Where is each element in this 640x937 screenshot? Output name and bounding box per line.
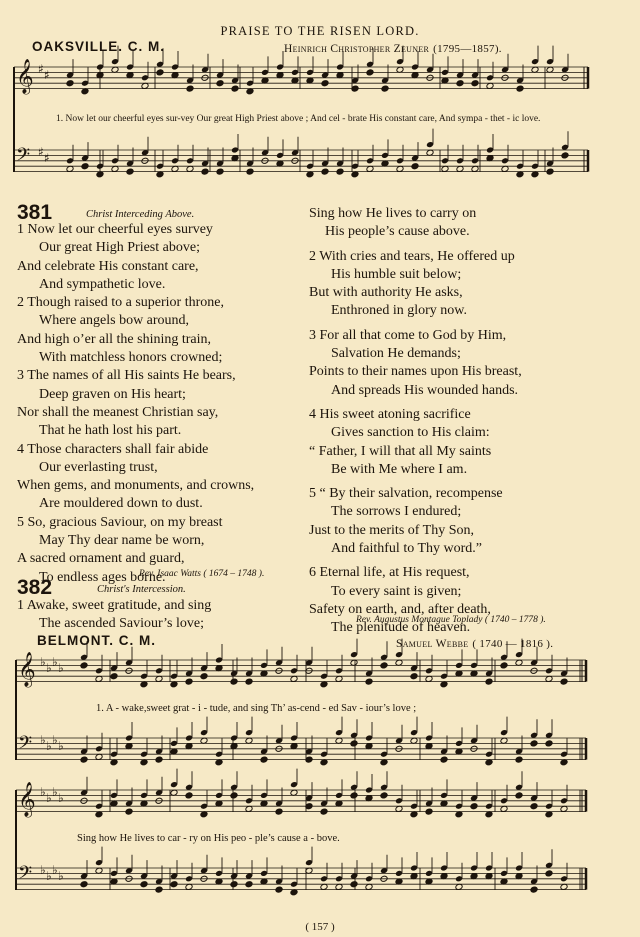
treble-clef-icon: 𝄞 [18,782,36,817]
tune2-composer-block [396,634,553,652]
note-head [185,792,193,799]
note-head [410,673,418,680]
stanza-line: Salvation He demands; [331,346,461,362]
note-head [140,881,148,888]
stanza-line: And spreads His wounded hands. [331,382,519,398]
note-head [110,673,118,680]
key-signature-icon: ♯ [38,62,44,76]
bass-clef-icon: 𝄢 [18,863,33,888]
stanza-line: With matchless honors crowned; [39,350,223,366]
hymn382-attribution: Rev. Augustus Montague Toplady ( 1740 – 1778 ). [356,615,546,625]
page-number: ( 157 ) [305,921,335,933]
stanza-line: But with authority He asks, [309,285,463,301]
page-header: PRAISE TO THE RISEN LORD. [220,24,420,38]
note-head [515,756,523,763]
note-head [530,803,538,810]
note-head [350,881,358,888]
note-head [201,168,209,175]
note-head [350,792,358,799]
note-head [530,886,538,893]
note-head [66,80,74,87]
stanza-line: To endless ages borne. [39,569,166,585]
note-head [561,152,569,159]
key-signature-icon: ♭ [46,661,52,675]
stanza-line: His humble suit below; [331,266,462,282]
note-head [380,792,388,799]
note-head [156,69,164,76]
note-head [321,80,329,87]
stanza-line: 5 So, gracious Saviour, on my breast [17,514,223,530]
note-head [275,886,283,893]
note-head [545,740,553,747]
hymn382-first-lines [17,597,211,634]
key-signature-icon: ♭ [46,739,52,753]
note-head [471,80,479,87]
tune2-name: BELMONT. C. M. [37,633,156,648]
key-signature-icon: ♭ [46,869,52,883]
note-head [500,662,508,669]
stanza [17,221,254,294]
stanza-line: May Thy dear name be worn, [39,533,205,549]
key-signature-icon: ♭ [52,733,58,747]
hymn381-stanzas [17,221,254,587]
hymn382-number: 382 [17,576,53,599]
stanza-line: Our everlasting trust, [39,459,158,475]
note-head [260,756,268,763]
stanza [309,406,522,479]
stanza-line: Deep graven on His heart; [39,386,186,402]
note-head [320,808,328,815]
key-signature-icon: ♭ [46,791,52,805]
hymn381-number: 381 [17,201,53,224]
stanza-line: Points to their names upon His breast, [309,364,522,380]
note-head [170,881,178,888]
stanza-line: Where angels bow around, [39,313,190,329]
note-head [185,678,193,685]
stanza [17,441,254,514]
tune2-lyric-1: 1. A - wake,sweet grat - i - tude, and sing Th’ as-cend - ed Sav - iour’s love ; [96,703,417,714]
note-head [530,740,538,747]
stanza-line: That he hath lost his part. [39,423,182,439]
key-signature-icon: ♭ [58,739,64,753]
note-head [545,870,553,877]
note-head [81,163,89,170]
tune1-dates: (1795—1857). [433,43,502,55]
stanza-line: A sacred ornament and guard, [17,551,185,567]
stanza-line: 1 Now let our cheerful eyes survey [17,222,213,237]
note-head [216,168,224,175]
note-head [380,662,388,669]
key-signature-icon: ♭ [40,863,46,877]
tune1-name: OAKSVILLE. C. M. [32,39,166,54]
tune2-lyric-2: Sing how He lives to car - ry on His peo - ple’s cause a - bove. [77,833,340,844]
stanza-line: To every saint is given; [331,583,462,599]
note-head [321,168,329,175]
bass-clef-icon: 𝄢 [16,145,31,170]
note-head [80,881,88,888]
note-head [126,168,134,175]
tune1-composer-block [284,39,502,57]
stanza-line: The sorrows I endured; [331,504,462,520]
key-signature-icon: ♭ [58,661,64,675]
key-signature-icon: ♭ [40,785,46,799]
hymn382-line-2: The ascended Saviour’s love; [39,616,204,632]
stanza-line: 2 With cries and tears, He offered up [309,248,515,264]
note-head [246,168,254,175]
stanza-line: 3 The names of all His saints He bears, [17,368,236,384]
stanza [17,367,254,440]
note-head [366,69,374,76]
note-head [245,678,253,685]
stanza-line: Safety on earth, and, after death, [309,601,491,617]
key-signature-icon: ♯ [44,151,50,165]
stanza [309,564,522,637]
key-signature-icon: ♭ [52,863,58,877]
note-head [350,740,358,747]
note-head [336,168,344,175]
note-head [470,803,478,810]
note-head [275,808,283,815]
tune2-composer: Samuel Webbe [396,638,469,650]
stanza-line: Our great High Priest above; [39,240,200,256]
stanza-line: Enthroned in glory now. [331,303,467,319]
tune1-composer: Heinrich Christopher Zeuner [284,43,430,55]
note-head [425,808,433,815]
stanza-line: And sympathetic love. [39,276,166,292]
note-head [546,168,554,175]
hymn382-title: Christ's Intercession. [97,584,186,595]
key-signature-icon: ♭ [40,655,46,669]
key-signature-icon: ♭ [58,869,64,883]
note-head [80,756,88,763]
stanza-line: Are mouldered down to dust. [39,496,203,512]
stanza [17,294,254,367]
continuation-line: Sing how He lives to carry on [309,206,477,221]
key-signature-icon: ♭ [52,655,58,669]
stanza-line: “ Father, I will that all My saints [309,443,492,459]
note-head [485,678,493,685]
hymn381-attribution: Rev. Isaac Watts ( 1674 – 1748 ). [139,569,265,579]
note-head [186,85,194,92]
stanza-line: 2 Though raised to a superior throne, [17,295,224,311]
note-head [155,756,163,763]
note-head [381,85,389,92]
stanza-line: Gives sanction to His claim: [331,425,490,441]
hymn382-line-1: 1 Awake, sweet gratitude, and sing [17,598,212,613]
stanza-line: And high o’er all the shining train, [17,331,212,347]
note-head [411,163,419,170]
stanza-line: And celebrate His constant care, [17,258,199,274]
key-signature-icon: ♭ [52,785,58,799]
stanza-line: 4 Those characters shall fair abide [17,441,209,457]
note-head [230,881,238,888]
treble-clef-icon: 𝄞 [18,652,36,687]
stanza-line: Nor shall the meanest Christian say, [17,404,219,420]
note-head [515,792,523,799]
stanza-line: And faithful to Thy word.” [331,541,482,557]
note-head [216,80,224,87]
stanza-line: Be with Me where I am. [331,461,468,477]
continuation-line: His people’s cause above. [325,224,470,240]
stanza-line: 4 His sweet atoning sacrifice [309,406,471,422]
stanza-line: 3 For all that come to God by Him, [309,327,507,343]
stanza [309,248,522,321]
stanza-line: The plenitude of heaven. [331,620,471,636]
note-head [365,678,373,685]
note-head [230,792,238,799]
key-signature-icon: ♭ [58,791,64,805]
note-head [560,678,568,685]
key-signature-icon: ♯ [44,68,50,82]
note-head [125,808,133,815]
hymn381-title: Christ Interceding Above. [86,209,195,220]
tune1-lyric: 1. Now let our cheerful eyes sur-vey Our great High Priest above ; And cel - brate His constant care, And sympa - thet - ic love. [56,114,541,124]
bass-clef-icon: 𝄢 [18,733,33,758]
hymn382-right-column [309,205,522,638]
stanza-line: When gems, and monuments, and crowns, [17,478,255,494]
note-head [80,662,88,669]
stanza-line: Just to the merits of Thy Son, [309,522,475,538]
stanza-line: 6 Eternal life, at His request, [309,565,470,581]
note-head [245,881,253,888]
stanza [309,485,522,558]
note-head [200,673,208,680]
note-head [231,85,239,92]
stanza-line: 5 “ By their salvation, recompense [309,486,503,502]
note-head [230,678,238,685]
note-head [516,85,524,92]
note-head [456,80,464,87]
note-head [155,886,163,893]
stanza [309,327,522,400]
note-head [440,756,448,763]
tune2-dates: ( 1740 — 1816 ). [472,638,554,650]
key-signature-icon: ♯ [38,145,44,159]
key-signature-icon: ♭ [40,733,46,747]
treble-clef-icon: 𝄞 [16,59,34,94]
